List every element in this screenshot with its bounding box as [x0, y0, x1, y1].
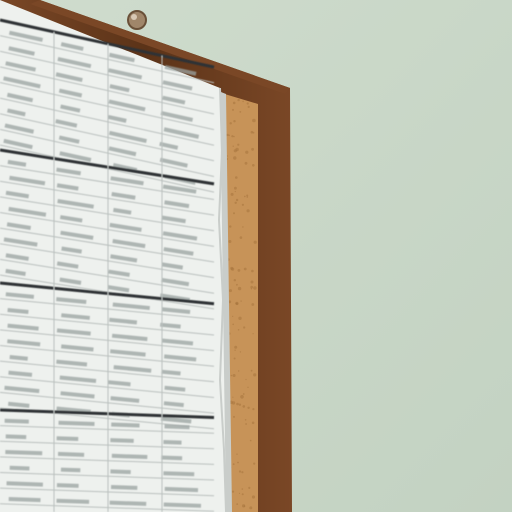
- cork-speck: [239, 404, 241, 406]
- cork-speck: [232, 491, 234, 493]
- cork-speck: [240, 395, 244, 399]
- cork-speck: [237, 144, 239, 146]
- cork-speck: [242, 493, 244, 495]
- cork-speck: [231, 193, 234, 196]
- cork-speck: [238, 317, 241, 320]
- cork-speck: [244, 268, 247, 271]
- cork-speck: [244, 196, 246, 198]
- cork-speck: [233, 136, 234, 137]
- cork-speck: [233, 463, 235, 465]
- cork-speck: [234, 346, 237, 349]
- cork-speck: [252, 495, 255, 498]
- cork-speck: [232, 316, 233, 317]
- cork-speck: [238, 269, 241, 272]
- schedule-cell-text: [161, 456, 182, 461]
- cork-speck: [250, 286, 253, 289]
- cork-speck: [238, 370, 239, 371]
- cork-speck: [243, 405, 246, 408]
- cork-speck: [236, 454, 237, 455]
- push-pin-head-highlight: [131, 14, 137, 20]
- cork-speck: [242, 101, 243, 102]
- cork-speck: [249, 506, 252, 509]
- push-pin-icon: [128, 11, 146, 29]
- cork-speck: [245, 379, 246, 380]
- cork-speck: [242, 488, 244, 490]
- cork-speck: [237, 99, 239, 101]
- cork-speck: [252, 408, 254, 410]
- schedule-cell-text: [110, 469, 130, 474]
- cork-speck: [251, 288, 252, 289]
- cork-speck: [234, 350, 235, 351]
- cork-speck: [247, 102, 249, 104]
- cork-speck: [233, 146, 234, 147]
- cork-speck: [234, 149, 237, 152]
- schedule-cell-text: [163, 440, 181, 445]
- cork-speck: [238, 287, 241, 290]
- cork-speck: [245, 423, 247, 425]
- cork-speck: [228, 135, 230, 137]
- cork-speck: [242, 204, 244, 206]
- cork-speck: [233, 374, 236, 377]
- cork-speck: [253, 286, 256, 289]
- cork-speck: [243, 393, 245, 395]
- cork-speck: [252, 164, 255, 167]
- cork-speck: [237, 462, 239, 464]
- cork-speck: [233, 156, 236, 159]
- cork-speck: [231, 375, 233, 377]
- cork-speck: [241, 471, 243, 473]
- cork-speck: [232, 397, 233, 398]
- cork-speck: [253, 333, 254, 334]
- cork-speck: [240, 351, 241, 352]
- cork-speck: [240, 236, 243, 239]
- cork-speck: [242, 226, 243, 227]
- cork-speck: [254, 241, 257, 244]
- cork-speck: [253, 463, 255, 465]
- cork-speck: [234, 358, 236, 360]
- cork-speck: [252, 119, 256, 123]
- cork-speck: [236, 303, 239, 306]
- schedule-cell-text: [57, 483, 79, 488]
- cork-speck: [231, 135, 233, 137]
- cork-speck: [240, 300, 241, 301]
- cork-speck: [252, 422, 255, 425]
- cork-speck: [232, 109, 234, 111]
- cork-speck: [226, 134, 228, 136]
- cork-speck: [251, 370, 253, 372]
- cork-speck: [245, 419, 247, 421]
- cork-speck: [236, 403, 239, 406]
- cork-speck: [246, 195, 248, 197]
- cork-speck: [235, 191, 236, 192]
- schedule-cell-text: [57, 436, 79, 441]
- cork-speck: [232, 401, 235, 404]
- cork-speck: [245, 151, 248, 154]
- cork-speck: [251, 148, 254, 151]
- cork-speck: [235, 176, 238, 179]
- cork-speck: [250, 440, 252, 442]
- cork-speck: [233, 102, 236, 105]
- cork-speck: [238, 329, 240, 331]
- cork-speck: [234, 279, 236, 281]
- cork-speck: [244, 505, 246, 507]
- cork-speck: [251, 303, 254, 306]
- cork-speck: [236, 199, 238, 201]
- cork-speck: [230, 122, 232, 124]
- cork-speck: [227, 155, 228, 156]
- cork-speck: [248, 106, 250, 108]
- cork-speck: [251, 270, 254, 273]
- cork-speck: [229, 289, 232, 292]
- cork-speck: [233, 416, 235, 418]
- cork-speck: [229, 225, 231, 227]
- cork-speck: [247, 407, 249, 409]
- cork-speck: [236, 284, 238, 286]
- cork-speck: [247, 387, 248, 388]
- cork-speck: [232, 324, 234, 326]
- schedule-cell-text: [61, 468, 81, 473]
- cork-speck: [233, 120, 235, 122]
- cork-speck: [235, 202, 237, 204]
- schedule-cell-text: [5, 419, 29, 424]
- schedule-cell-text: [110, 438, 134, 443]
- cork-speck: [233, 212, 235, 214]
- schedule-cell-text: [10, 466, 30, 471]
- cork-speck: [239, 111, 241, 113]
- cork-speck: [245, 162, 248, 165]
- cork-speck: [228, 240, 231, 243]
- cork-speck: [234, 187, 237, 190]
- cork-speck: [239, 470, 241, 472]
- cork-speck: [253, 373, 256, 376]
- cork-speck: [247, 209, 250, 212]
- schedule-cell-text: [6, 434, 27, 439]
- cork-speck: [248, 487, 250, 489]
- cork-speck: [243, 326, 245, 328]
- cork-speck: [236, 503, 238, 505]
- cork-speck: [239, 493, 240, 494]
- cork-speck: [251, 281, 254, 284]
- cork-speck: [231, 268, 234, 271]
- cork-speck: [253, 132, 255, 134]
